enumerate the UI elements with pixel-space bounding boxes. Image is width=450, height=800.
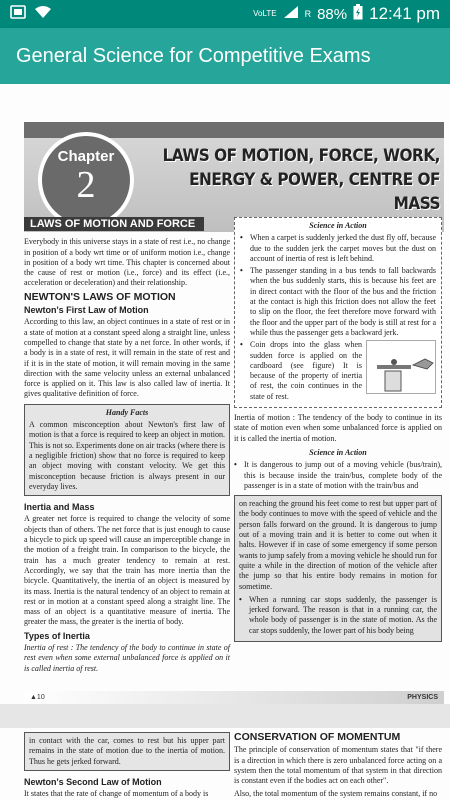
types-heading: Types of Inertia [24,630,90,641]
first-law-heading: Newton's First Law of Motion [24,305,149,316]
app-title: General Science for Competitive Exams [16,44,371,67]
list-item: • Coin drops into the glass when sudden force is applied on the cardboard (see figure) It is because of the property of inertia of rest, the coin continues in the state of rest. [240,340,436,402]
conservation-heading: CONSERVATION OF MOMENTUM [234,731,401,743]
signal-icon [283,5,299,23]
bus-bullet: The passenger standing in a bus tends to fall backwards when the bus suddenly starts, this is because his feet are in direct contact with the floor of the bus and the friction at the contact is high this friction does not allow the feet to slip on the floor, the feet therefore move forward with the floor and the upper part of the body is still at rest for a while thus the passenger gets a backward jerk. [250,266,436,337]
clock: 12:41 pm [369,4,440,23]
status-bar [0,0,450,28]
app-bar [0,28,450,84]
inertia-motion-text: Inertia of motion : The tendency of the body to continue in its state of motion even when some unbalanced force is applied on it is called the inertia of motion. [234,413,442,443]
coin-glass-figure [366,340,436,394]
second-law-heading: Newton's Second Law of Motion [24,776,162,787]
handy-facts-box [24,404,230,496]
first-law-text: According to this law, an object continues in a state of rest or in a state of motion at a constant speed along a straight line, unless compelled to change that state by a net force. In other words, if a body is in a state of rest, it will remain in the state of rest and if it is in the state of motion, it will remain moving in the same direction with the same velocity unless an external unbalanced force is applied on it. This law is also called law of inertia. It gives qualitative definition of force. [24,317,230,399]
network-type: VoLTE [253,9,277,18]
continued-text: in contact with the car, comes to rest but his upper part remains in the state of motion due to the inertia of motion. Thus he gets jerked forward. [29,736,225,766]
science-in-action-title-2: Science in Action [309,447,367,457]
conservation-text: The principle of conservation of momentum states that "if there is a direction in which there is zero unbalanced force acting on a system then the total momentum of that system in that direction is constant even if the bodies act on each other". [234,745,442,786]
page-number: ▲10 [30,694,45,701]
book-page[interactable] [0,84,450,704]
list-item: • When a running car stops suddenly, the passenger is jerked forward. The reason is that in a running car, the whole body of passenger is in the state of motion. As the car stops suddenly, the lower part of his body being [239,594,437,635]
jump-continued-box [234,495,442,642]
right-column-2 [234,732,442,800]
handy-facts-text: A common misconception about Newton's first law of motion is that a force is required to keep an object in motion. This is not so. Experiments done on air tracks (where there is a negligible friction) show that no force is required to keep an object moving with constant velocity. We get this misconception because friction is always present in our everyday lives. [29,420,225,491]
subject-label: PHYSICS [407,694,438,701]
battery-percent: 88% [317,5,348,23]
inertia-heading: Inertia and Mass [24,502,95,513]
book-page-2[interactable] [0,728,450,800]
wifi-icon [34,5,52,23]
roaming-label: R [304,9,312,19]
page-footer [24,691,444,704]
left-column-2 [24,732,230,800]
coin-bullet: Coin drops into the glass when sudden force is applied on the cardboard (see figure) It is because of the property of inertia of rest, the coin continues in the state of rest. [250,340,362,401]
continued-box [24,732,230,771]
science-in-action-box [234,217,442,408]
jump-bullet: It is dangerous to jump out of a moving vehicle (bus/train), this is because inside the train/bus, complete body of the passenger is in a state of motion with the train/bus and [244,460,442,490]
notification-icon [10,5,26,23]
chapter-label: Chapter [57,148,115,165]
right-column [234,217,442,648]
inertia-rest-text: Inertia of rest : The tendency of the body to continue in state of rest even when some external unbalanced force is applied on it is called inertia of rest. [24,642,230,673]
conservation-text-2: Also, the total momentum of the system remains constant, if no [234,789,438,799]
science-in-action-title: Science in Action [309,221,367,230]
newton-heading: NEWTON'S LAWS OF MOTION [24,290,176,303]
page-gap [0,704,450,728]
section-banner: LAWS OF MOTION AND FORCE [24,217,204,231]
car-bullet: When a running car stops suddenly, the passenger is jerked forward. The reason is that in a running car, the whole body of passenger is in the state of motion. As the car stops suddenly, the lower part of his body being [249,594,437,635]
second-law-text: It states that the rate of change of momentum of a body is [24,789,209,799]
chapter-title: LAWS OF MOTION, FORCE, WORK, ENERGY & POWER, CENTRE OF MASS [162,146,440,214]
list-item: • The passenger standing in a bus tends to fall backwards when the bus suddenly starts, this is because his feet are in direct contact with the floor of the bus and the friction at the contact is high this friction does not allow the feet to slip on the floor, the feet therefore move forward with the floor and the upper part of the body is still at rest for a while thus the passenger gets a backward jerk. [240,266,436,337]
list-item: • It is dangerous to jump out of a moving vehicle (bus/train), this is because inside the train/bus, complete body of the passenger is in a state of motion with the train/bus and [234,460,442,490]
chapter-number: 2 [76,164,96,206]
jump-continued-text: on reaching the ground his feet come to rest but upper part of the body continues to move with the speed of vehicle and the person falls forward on the ground. It is dangerous to jump out of a moving train and it is better to come out when it halts. However if in case of some emergency if some person wants to jump safely from a moving vehicle he should run for quite a while in the direction of motion of the vehicle after the jump so that his entire body remains in motion for sometime. [239,499,437,591]
list-item: • When a carpet is suddenly jerked the dust fly off, because due to the sudden jerk the carpet moves but the dust on account of inertia of rest is left behind. [240,233,436,263]
intro-paragraph: Everybody in this universe stays in a state of rest i.e., no change in position of a body wrt time or of uniform motion i.e., change in position of a body wrt time. This chapter is concerned about the cause of rest or motion (i.e., force) and its effect (i.e., acceleration or deceleration) and their relationship. [24,237,230,288]
carpet-bullet: When a carpet is suddenly jerked the dust fly off, because due to the sudden jerk the carpet moves but the dust on account of inertia of rest is left behind. [250,233,436,263]
inertia-text: A greater net force is required to change the velocity of some objects than of others. The net force that is just enough to cause a bicycle to pick up speed will cause an imperceptible change in the motion of a freight train. In comparison to the bicycle, the train has a much greater tendency to remain at rest. Accordingly, we say that the train has more inertia than the bicycle. Quantitatively, the inertia of an object is measured by its mass. Inertia is the natural tendency of an object to remain at rest or in motion at a constant speed along a straight line. The mass of an object is a quantitative measure of inertia. The greater the mass, the greater is the inertia of body. [24,514,230,627]
chapter-badge [38,132,134,228]
battery-icon [353,4,363,24]
left-column [24,217,230,677]
handy-facts-title: Handy Facts [105,407,149,417]
